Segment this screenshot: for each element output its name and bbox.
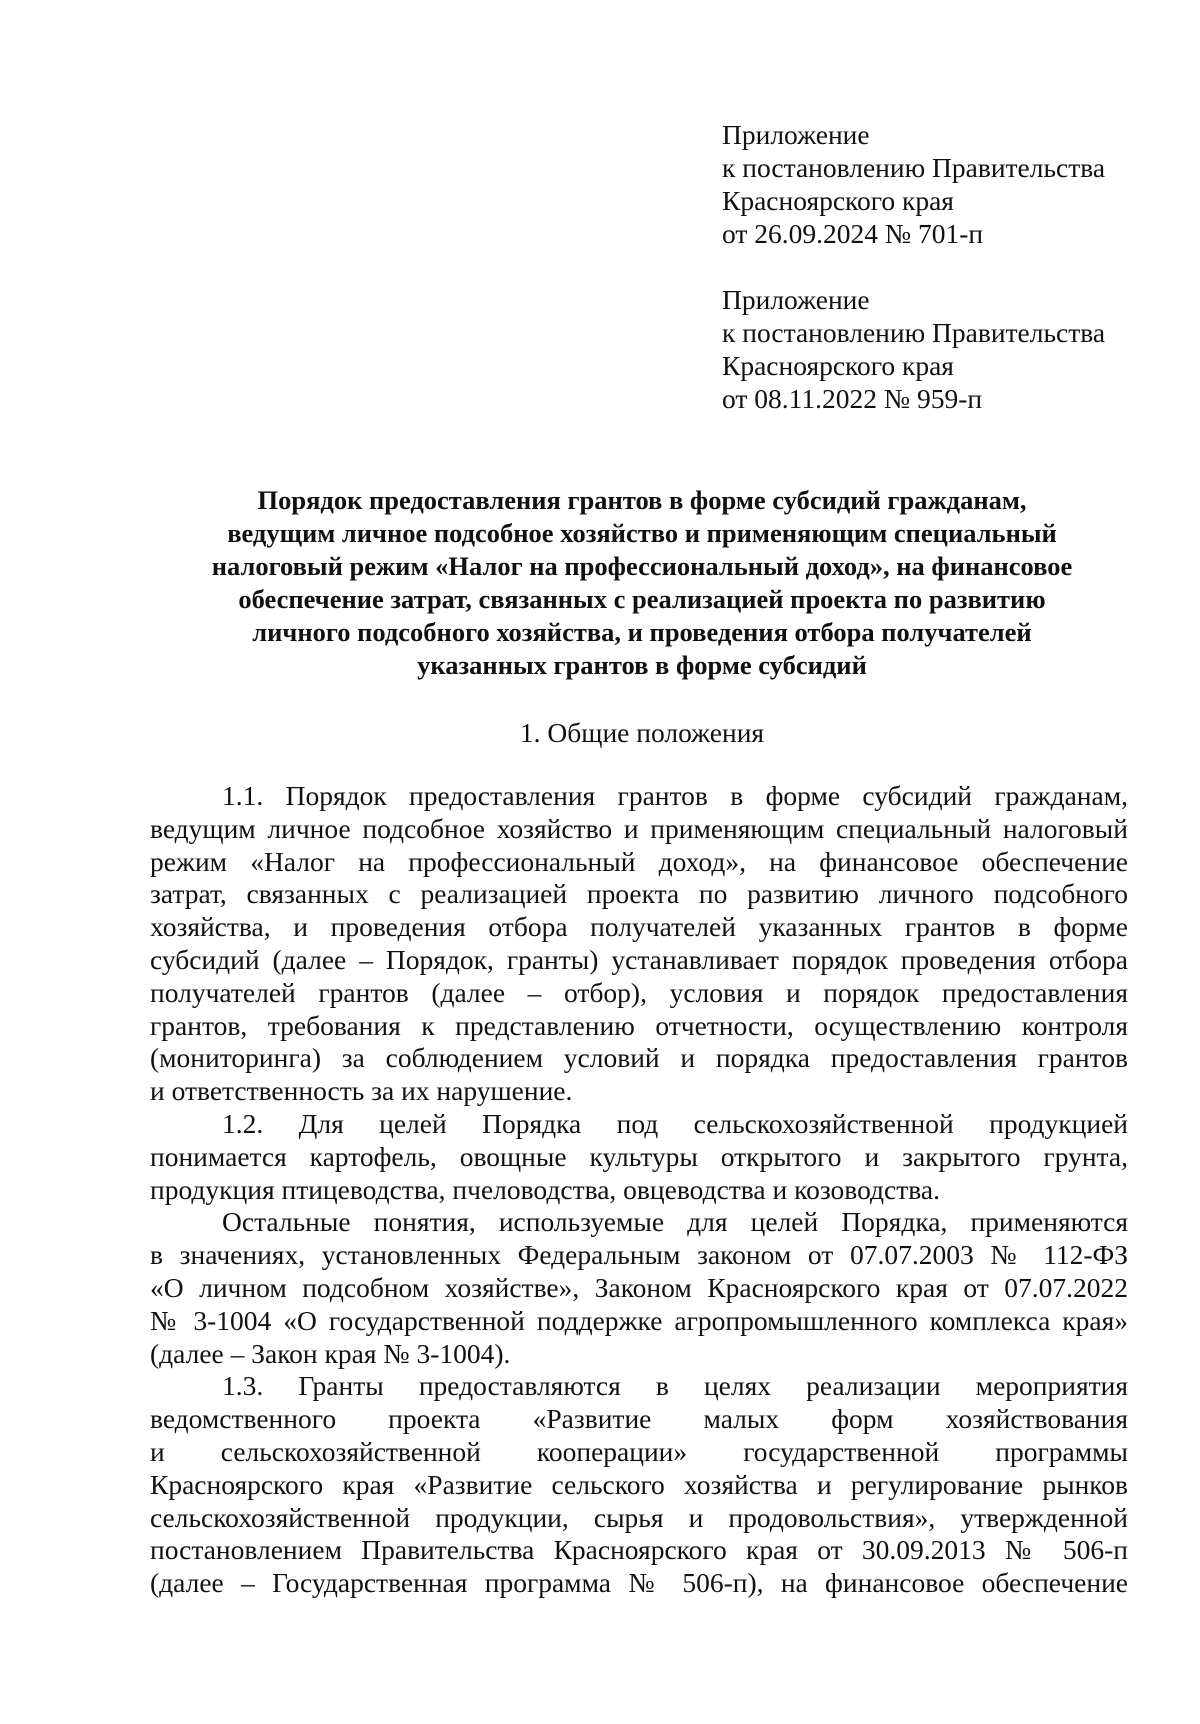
body-line: понимается картофель, овощные культуры открытого и закрытого грунта, [150, 1140, 1128, 1172]
title-line: указанных грантов в форме субсидий [417, 650, 867, 680]
title-line: личного подсобного хозяйства, и проведения отбора получателей [252, 617, 1032, 647]
body-line: № 3-1004 «О государственной поддержке агропромышленного комплекса края» [150, 1304, 1128, 1336]
body-line: (далее – Закон края № 3-1004). [150, 1337, 511, 1369]
appendix-region: Красноярского края [722, 185, 954, 216]
appendix-current-block [722, 118, 1162, 250]
body-line: хозяйства, и проведения отбора получателей указанных грантов в форме [150, 911, 1128, 943]
body-line: в значениях, установленных Федеральным законом от 07.07.2003 № 112-ФЗ [150, 1239, 1128, 1271]
body-line: и ответственность за их нарушение. [150, 1075, 573, 1107]
body-line: ведущим личное подсобное хозяйство и применяющим специальный налоговый [150, 812, 1128, 844]
body-line: ведомственного проекта «Развитие малых форм хозяйствования [150, 1403, 1128, 1435]
body-line: субсидий (далее – Порядок, гранты) устанавливает порядок проведения отбора [150, 943, 1128, 975]
body-line: Остальные понятия, используемые для целей Порядка, применяются [222, 1206, 1128, 1238]
title-line: ведущим личное подсобное хозяйство и применяющим специальный [227, 518, 1057, 548]
body-line: 1.2. Для целей Порядка под сельскохозяйственной продукцией [222, 1107, 1128, 1139]
body-line: сельскохозяйственной продукции, сырья и продовольствия», утвержденной [150, 1501, 1128, 1533]
appendix-label: Приложение [722, 284, 870, 315]
appendix-date-number: от 26.09.2024 № 701-п [722, 218, 984, 249]
body-line: получателей грантов (далее – отбор), условия и порядок предоставления [150, 976, 1128, 1008]
appendix-region: Красноярского края [722, 350, 954, 381]
body-line: и сельскохозяйственной кооперации» государственной программы [150, 1435, 1128, 1467]
body-line: 1.3. Гранты предоставляются в целях реализации мероприятия [222, 1370, 1128, 1402]
document-body [150, 780, 1128, 1600]
body-line: затрат, связанных с реализацией проекта по развитию личного подсобного [150, 878, 1128, 910]
body-line: 1.1. Порядок предоставления грантов в форме субсидий гражданам, [222, 780, 1128, 811]
body-line: (мониторинга) за соблюдением условий и порядка предоставления грантов [150, 1042, 1128, 1074]
body-line: «О личном подсобном хозяйстве», Законом Красноярского края от 07.07.2022 [150, 1271, 1128, 1303]
document-title [150, 484, 1134, 682]
appendix-original-block [722, 283, 1162, 415]
body-line: режим «Налог на профессиональный доход», на финансовое обеспечение [150, 845, 1128, 877]
body-line: грантов, требования к представлению отчетности, осуществлению контроля [150, 1009, 1128, 1041]
body-line: (далее – Государственная программа № 506-п), на финансовое обеспечение [150, 1567, 1128, 1599]
appendix-date-number: от 08.11.2022 № 959-п [722, 383, 983, 414]
body-line: продукция птицеводства, пчеловодства, овцеводства и козоводства. [150, 1173, 940, 1205]
appendix-label: Приложение [722, 119, 870, 150]
title-line: налоговый режим «Налог на профессиональный доход», на финансовое [211, 551, 1073, 581]
body-line: постановлением Правительства Красноярского края от 30.09.2013 № 506-п [150, 1534, 1128, 1566]
appendix-to-resolution: к постановлению Правительства [722, 317, 1106, 348]
section-heading: 1. Общие положения [519, 717, 765, 748]
appendix-to-resolution: к постановлению Правительства [722, 152, 1106, 183]
body-line: Красноярского края «Развитие сельского хозяйства и регулирование рынков [150, 1468, 1128, 1500]
title-line: обеспечение затрат, связанных с реализацией проекта по развитию [238, 584, 1046, 614]
title-line: Порядок предоставления грантов в форме субсидий гражданам, [257, 485, 1027, 515]
